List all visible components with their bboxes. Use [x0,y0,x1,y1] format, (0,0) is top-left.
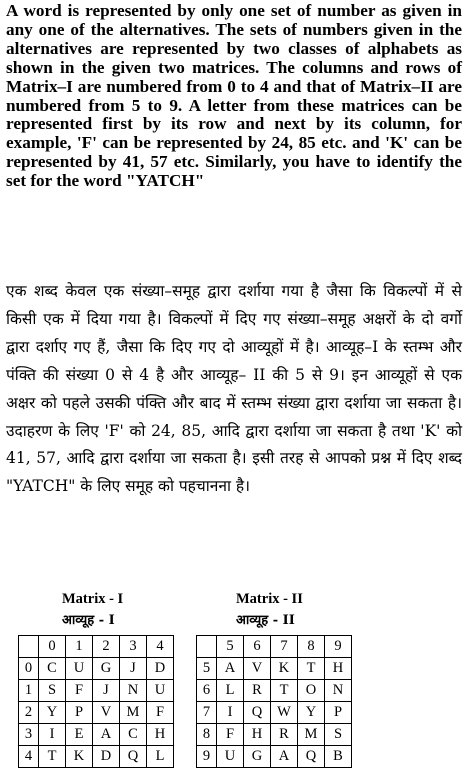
matrix-letter-cell: G [244,746,271,768]
question-english: A word is represented by only one set of number as given in any one of the alternatives. The sets of numbers given in the alternatives are represented by two classes of alphabets as shown in the given two matrices. The columns and rows of Matrix–I are numbered from 0 to 4 and that of Matrix–II are numbered from 5 to 9. A letter from these matrices can be represented first by its row and next by its column, for example, 'F' can be represented by 24, 85 etc. and 'K' can be represented by 41, 57 etc. Similarly, you have to identify the set for the word "YATCH" [6,1,462,191]
matrix-row-number: 0 [19,658,39,680]
matrix-letter-cell: M [120,702,147,724]
matrix-column-number: 3 [120,636,147,658]
matrix-letter-cell: R [244,680,271,702]
matrix-letter-cell: H [244,724,271,746]
matrix-letter-cell: D [147,658,174,680]
matrix-2-table [196,635,352,768]
matrix-row [197,658,352,680]
matrix-letter-cell: K [66,746,93,768]
matrix-row [19,680,174,702]
matrix-letter-cell: C [120,724,147,746]
matrix-row-number: 7 [197,702,217,724]
matrix-letter-cell: J [93,680,120,702]
matrix-letter-cell: P [66,702,93,724]
matrix-letter-cell: I [39,724,66,746]
matrix-letter-cell: I [217,702,244,724]
matrix-row [19,658,174,680]
matrix-header-row [19,636,174,658]
matrix-row-number: 5 [197,658,217,680]
matrix-letter-cell: P [325,702,352,724]
matrix-row [19,702,174,724]
matrix-column-number: 7 [271,636,298,658]
matrix-letter-cell: S [39,680,66,702]
matrix-letter-cell: D [93,746,120,768]
matrix-letter-cell: Y [298,702,325,724]
matrix-row [197,746,352,768]
matrix-2-subtitle: आव्यूह - II [236,613,295,628]
matrix-letter-cell: T [271,680,298,702]
matrix-letter-cell: T [39,746,66,768]
matrix-letter-cell: W [271,702,298,724]
matrix-letter-cell: U [147,680,174,702]
matrix-letter-cell: N [325,680,352,702]
matrix-column-number: 5 [217,636,244,658]
matrix-column-number: 8 [298,636,325,658]
matrix-letter-cell: N [120,680,147,702]
question-hindi: एक शब्द केवल एक संख्या–समूह द्वारा दर्शाया गया है जैसा कि विकल्पों में से किसी एक में दिया गया है। विकल्पों में दिए गए संख्या–समूह अक्षरों के दो वर्गो द्वारा दर्शाए गए हैं, जैसा कि दिए गए दो आव्यूहों में है। आव्यूह–I के स्तम्भ और पंक्ति की संख्या 0 से 4 है और आव्यूह– II की 5 से 9। इन आव्यूहों से एक अक्षर को पहले उसकी पंक्ति और बाद में स्तम्भ संख्या द्वारा दर्शाया जा सकता है। उदाहरण के लिए 'F' को 24, 85, आदि द्वारा दर्शाया जा सकता है तथा 'K' को 41, 57, आदि द्वारा दर्शाया जा सकता है। इसी तरह से आपको प्रश्न में दिए शब्द "YATCH" के लिए समूह को पहचानना है। [6,282,462,496]
matrix-row-number: 1 [19,680,39,702]
matrix-column-number: 9 [325,636,352,658]
matrix-letter-cell: V [93,702,120,724]
matrix-letter-cell: E [66,724,93,746]
matrix-letter-cell: S [325,724,352,746]
matrix-column-number: 2 [93,636,120,658]
matrix-row-number: 2 [19,702,39,724]
matrix-letter-cell: L [217,680,244,702]
matrix-letter-cell: A [271,746,298,768]
matrix-letter-cell: R [271,724,298,746]
matrix-row-number: 6 [197,680,217,702]
matrix-letter-cell: L [147,746,174,768]
matrix-letter-cell: F [147,702,174,724]
matrix-row-number: 9 [197,746,217,768]
matrix-letter-cell: A [217,658,244,680]
matrix-letter-cell: O [298,680,325,702]
matrix-column-number: 0 [39,636,66,658]
matrix-row [19,724,174,746]
matrix-letter-cell: Q [298,746,325,768]
matrix-letter-cell: B [325,746,352,768]
matrix-row-number: 3 [19,724,39,746]
matrix-letter-cell: M [298,724,325,746]
matrix-corner-cell [197,636,217,658]
matrix-1-title: Matrix - I [62,591,124,607]
matrix-header-row [197,636,352,658]
matrix-letter-cell: U [217,746,244,768]
matrix-letter-cell: K [271,658,298,680]
matrix-1-subtitle: आव्यूह - I [62,613,115,628]
matrix-letter-cell: F [217,724,244,746]
matrix-1-table [18,635,174,768]
matrix-letter-cell: F [66,680,93,702]
matrix-row [197,702,352,724]
matrix-row [197,724,352,746]
matrix-letter-cell: Y [39,702,66,724]
matrix-letter-cell: T [298,658,325,680]
matrix-letter-cell: H [147,724,174,746]
matrix-letter-cell: A [93,724,120,746]
matrix-row-number: 4 [19,746,39,768]
matrix-column-number: 6 [244,636,271,658]
matrix-letter-cell: H [325,658,352,680]
matrix-letter-cell: U [66,658,93,680]
matrix-letter-cell: V [244,658,271,680]
matrix-corner-cell [19,636,39,658]
matrix-column-number: 4 [147,636,174,658]
matrix-2-title: Matrix - II [236,591,303,607]
matrix-letter-cell: G [93,658,120,680]
matrix-letter-cell: Q [244,702,271,724]
matrix-row-number: 8 [197,724,217,746]
matrix-row [197,680,352,702]
matrix-column-number: 1 [66,636,93,658]
matrix-letter-cell: C [39,658,66,680]
matrix-letter-cell: Q [120,746,147,768]
matrix-row [19,746,174,768]
matrix-letter-cell: J [120,658,147,680]
